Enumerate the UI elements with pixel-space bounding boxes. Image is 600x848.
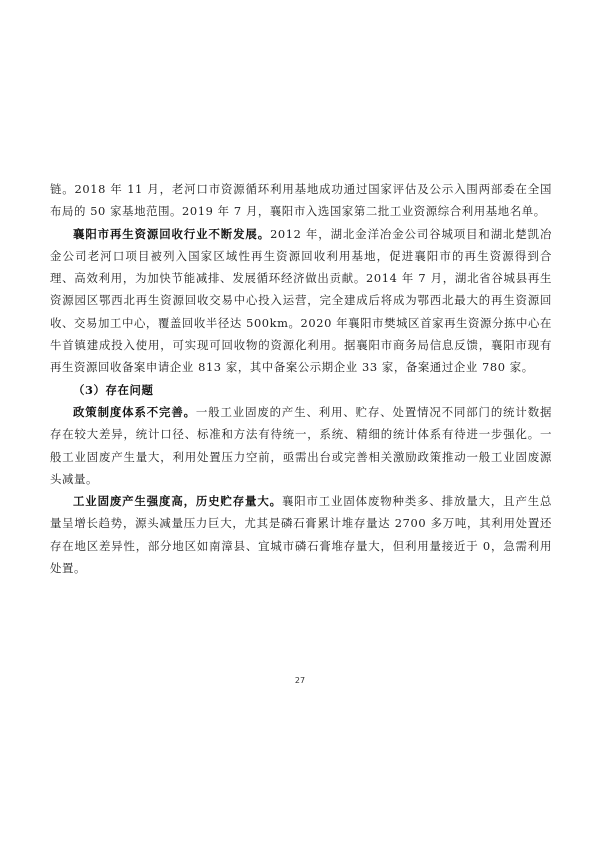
page-number: 27 — [294, 676, 306, 685]
paragraph-text: 2012 年，湖北金洋冶金公司谷城项目和湖北楚凯冶金公司老河口项目被列入国家区域性再生资源回收利用基地，促进襄阳市的再生资源得到合理、高效利用，为加快节能减排、发展循环经济做出贡献。2014 年 7 月，湖北省谷城县再生资源园区鄂西北再生资源回收交易中心投入运营，完全建成后将成为鄂西北最大的再生资源回收、交易加工中心，覆盖回收半径达 500km。2020 年襄阳市樊城区首家再生资源分拣中心在牛首镇建成投入使用，可实现可回收物的资源化利用。据襄阳市商务局信息反馈，襄阳市现有再生资源回收备案申请企业 813 家，其中备案公示期企业 33 家，备案通过企业 780 家。 — [50, 226, 552, 375]
paragraph-text: 襄阳市工业固体废物种类多、排放量大，且产生总量呈增长趋势，源头减量压力巨大，尤其是磷石膏累计堆存量达 2700 多万吨，其利用处置还存在地区差异性，部分地区如南漳县、宜城市磷石膏堆存量大，但利用量接近于 0，急需利用处置。 — [50, 494, 553, 576]
paragraph-text: 链。2018 年 11 月，老河口市资源循环利用基地成功通过国家评估及公示入围两部委在全国布局的 50 家基地范围。2019 年 7 月，襄阳市入选国家第二批工业资源综合利用基地名单。 — [50, 182, 552, 219]
paragraph-policy-system — [50, 401, 552, 490]
paragraph-continuation — [50, 178, 552, 223]
paragraph-recycling-industry — [50, 223, 552, 379]
paragraph-text: 一般工业固废的产生、利用、贮存、处置情况不同部门的统计数据存在较大差异，统计口径、标准和方法有待统一，系统、精细的统计体系有待进一步强化。一般工业固废产生量大，利用处置压力空前，亟需出台或完善相关激励政策推动一般工业固废源头减量。 — [50, 404, 552, 486]
paragraph-lead: 襄阳市再生资源回收行业不断发展。 — [73, 226, 271, 241]
section-heading-existing-problems: （3）存在问题 — [73, 382, 154, 397]
paragraph-lead: 政策制度体系不完善。 — [73, 404, 196, 419]
paragraph-lead: 工业固废产生强度高，历史贮存量大。 — [73, 494, 282, 509]
body-text — [50, 178, 552, 579]
paragraph-solid-waste-intensity — [50, 490, 552, 579]
